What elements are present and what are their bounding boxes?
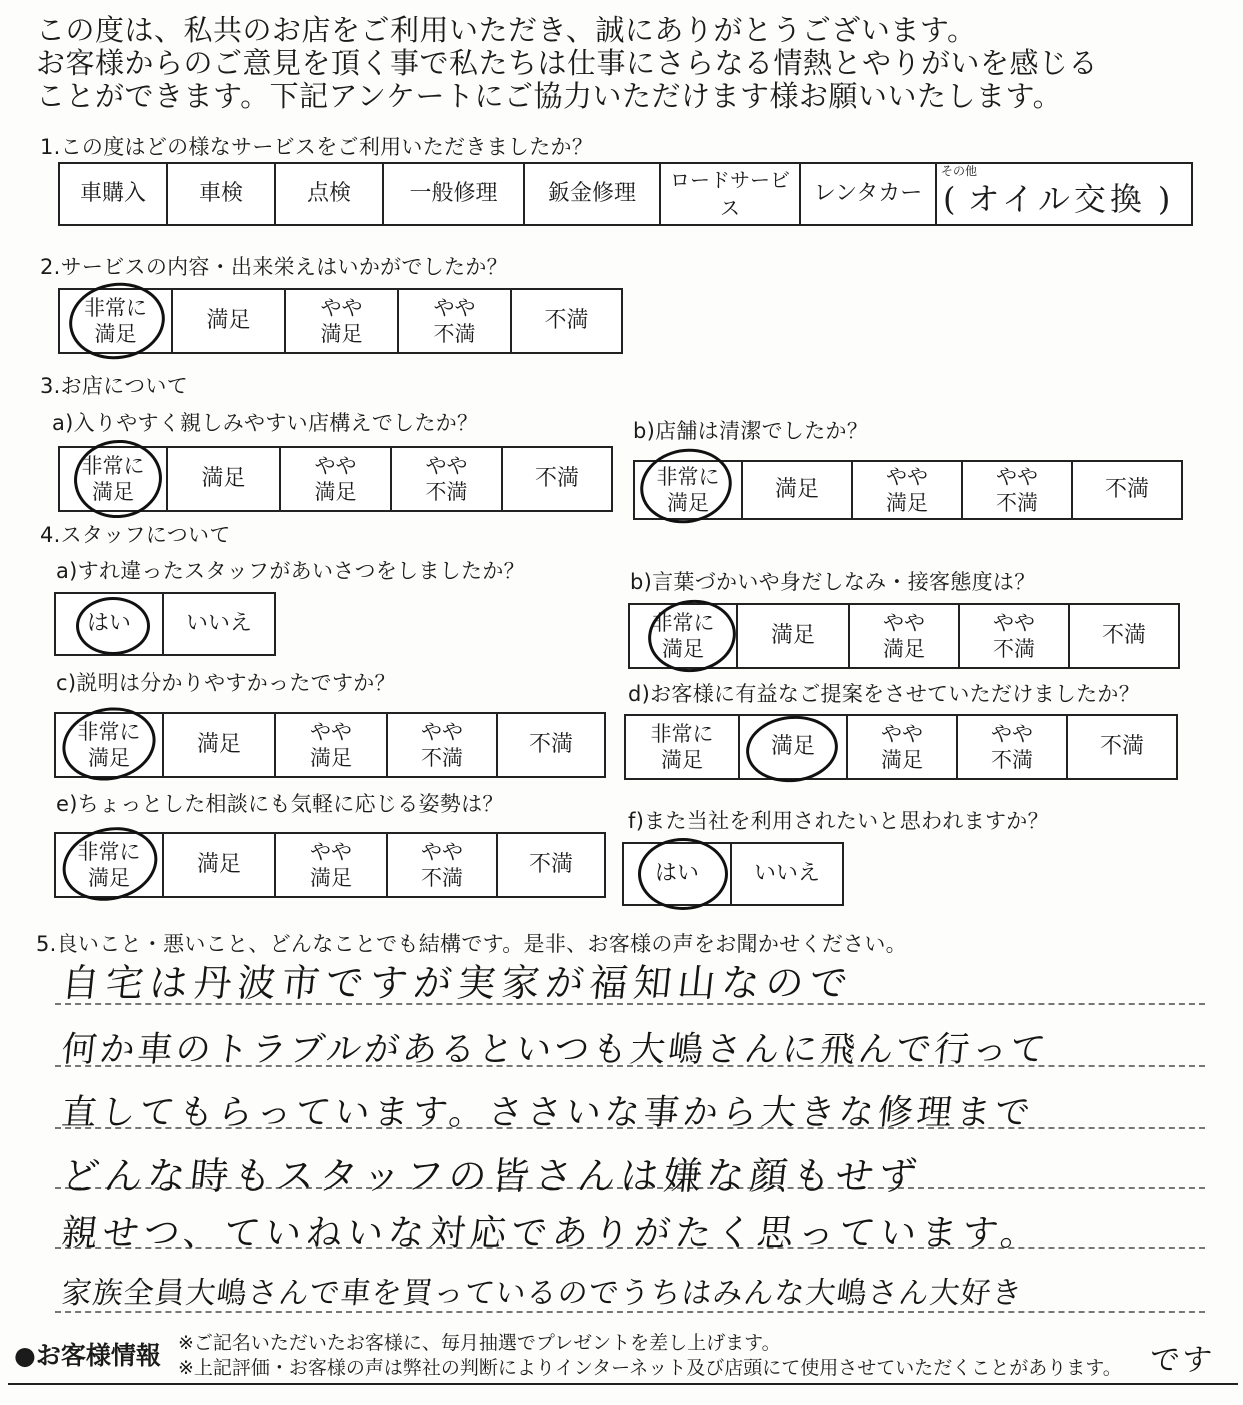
- q5-question: 5.良いこと・悪いこと、どんなことでも結構です。是非、お客様の声をお聞かせください。: [36, 932, 907, 956]
- q1-option[interactable]: レンタカー: [801, 164, 937, 224]
- handwritten-comment-line: 家族全員大嶋さんで車を買っているのでうちはみんな大嶋さん大好き: [59, 1276, 1025, 1311]
- q1-option[interactable]: 車購入: [60, 164, 168, 224]
- handwritten-comment-line: どんな時もスタッフの皆さんは嫌な顔もせず: [59, 1154, 924, 1198]
- q4c-option[interactable]: 非常に 満足: [56, 714, 164, 776]
- q4f-option[interactable]: いいえ: [753, 861, 820, 886]
- other-open-paren: (: [943, 180, 956, 218]
- q4e-question: e)ちょっとした相談にも気軽に応じる姿勢は？: [56, 792, 504, 816]
- q2-option[interactable]: 満足: [173, 290, 286, 352]
- q2-question: 2.サービスの内容・出来栄えはいかがでしたか？: [40, 255, 508, 279]
- footer-note-1: ※ご記名いただいたお客様に、毎月抽選でプレゼントを差し上げます。: [178, 1332, 781, 1354]
- q4b-option[interactable]: 非常に 満足: [630, 605, 738, 667]
- q3a-option[interactable]: 不満: [534, 466, 579, 491]
- handwritten-comment-line: 直してもらっています。ささいな事から大きな修理まで: [59, 1093, 1036, 1133]
- q4d-option[interactable]: 不満: [1099, 734, 1144, 759]
- q2-option[interactable]: 非常に 満足: [60, 290, 173, 352]
- q1-option-other[interactable]: [937, 164, 1191, 224]
- q4d-question: d)お客様に有益なご提案をさせていただけましたか？: [628, 682, 1141, 706]
- q4b-question: b)言葉づかいや身だしなみ・接客態度は？: [630, 570, 1036, 594]
- q4b-option[interactable]: 満足: [738, 605, 850, 667]
- q3b-option[interactable]: 満足: [743, 462, 853, 518]
- intro-line-2: お客様からのご意見を頂く事で私たちは仕事にさらなる情熱とやりがいを感じる: [36, 46, 1099, 80]
- q3-heading: 3.お店について: [40, 374, 189, 398]
- q3b-option[interactable]: やや 満足: [853, 462, 963, 518]
- q4d-option[interactable]: やや 不満: [958, 716, 1068, 778]
- q1-option[interactable]: 一般修理: [384, 164, 525, 224]
- q3b-option[interactable]: やや 不満: [963, 462, 1073, 518]
- handwritten-comment-line: 何か車のトラブルがあるといつも大嶋さんに飛んで行って: [59, 1030, 1051, 1070]
- q4c-option[interactable]: 満足: [164, 714, 276, 776]
- q3a-option[interactable]: やや 満足: [281, 448, 392, 510]
- q3b-options: [633, 460, 1183, 520]
- q4a-option[interactable]: はい: [56, 594, 164, 654]
- q4c-question: c)説明は分かりやすかったですか？: [56, 671, 396, 695]
- q4e-option[interactable]: やや 満足: [276, 834, 388, 896]
- customer-info-label: ●お客様情報: [14, 1341, 161, 1370]
- q4e-option[interactable]: 満足: [164, 834, 276, 896]
- q4c-option[interactable]: やや 不満: [388, 714, 498, 776]
- q4c-options: [54, 712, 606, 778]
- other-value[interactable]: オイル交換: [967, 180, 1146, 218]
- q4c-option[interactable]: やや 満足: [276, 714, 388, 776]
- q4a-option[interactable]: いいえ: [185, 611, 252, 636]
- q4e-option[interactable]: 不満: [528, 852, 573, 877]
- q3a-question: a)入りやすく親しみやすい店構えでしたか？: [52, 411, 479, 435]
- q4f-options: [622, 842, 844, 906]
- q4b-option[interactable]: やや 満足: [850, 605, 960, 667]
- q4e-options: [54, 832, 606, 898]
- q1-option[interactable]: 鈑金修理: [525, 164, 661, 224]
- q4d-option[interactable]: 満足: [740, 716, 848, 778]
- other-close-paren: ): [1157, 180, 1171, 218]
- q2-options: [58, 288, 623, 354]
- q1-option[interactable]: 車検: [168, 164, 276, 224]
- q3b-option[interactable]: 不満: [1104, 477, 1149, 502]
- q1-question: 1.この度はどの様なサービスをご利用いただきましたか？: [40, 135, 594, 159]
- q4f-option[interactable]: はい: [624, 844, 732, 904]
- q4-heading: 4.スタッフについて: [40, 523, 231, 547]
- q4b-option[interactable]: 不満: [1101, 623, 1146, 648]
- q3a-options: [58, 446, 613, 512]
- q3b-question: b)店舗は清潔でしたか？: [633, 419, 869, 443]
- intro-line-3: ことができます。下記アンケートにご協力いただけます様お願いいたします。: [36, 79, 1063, 113]
- customer-info-box: [8, 1383, 1238, 1405]
- intro-text: [36, 14, 1231, 113]
- q1-option[interactable]: ロードサービス: [661, 164, 801, 224]
- q4a-options: [54, 592, 276, 656]
- q2-option[interactable]: やや 満足: [286, 290, 399, 352]
- q3a-option[interactable]: 満足: [168, 448, 281, 510]
- q1-options: [58, 162, 1193, 226]
- q4d-option[interactable]: 非常に 満足: [626, 716, 740, 778]
- q4a-question: a)すれ違ったスタッフがあいさつをしましたか？: [56, 559, 525, 583]
- q4d-option[interactable]: やや 満足: [848, 716, 958, 778]
- handwritten-comment-line: 親せつ、ていねいな対応でありがたく思っています。: [59, 1213, 1044, 1254]
- q1-option[interactable]: 点検: [276, 164, 384, 224]
- q3a-option[interactable]: 非常に 満足: [60, 448, 168, 510]
- q2-option[interactable]: 不満: [544, 308, 589, 333]
- q4b-option[interactable]: やや 不満: [960, 605, 1070, 667]
- footer-note-2: ※上記評価・お客様の声は弊社の判断によりインターネット及び店頭にて使用させていただくことがあります。: [178, 1357, 1122, 1379]
- q4d-options: [624, 714, 1178, 780]
- handwritten-comment-line: 自宅は丹波市ですが実家が福知山なので: [59, 961, 856, 1005]
- handwritten-comment-line: です: [1147, 1343, 1216, 1378]
- other-label: その他: [941, 164, 978, 178]
- q4e-option[interactable]: やや 不満: [388, 834, 498, 896]
- q3a-option[interactable]: やや 不満: [392, 448, 503, 510]
- q4b-options: [628, 603, 1180, 669]
- q3b-option[interactable]: 非常に 満足: [635, 462, 743, 518]
- q4e-option[interactable]: 非常に 満足: [56, 834, 164, 896]
- intro-line-1: この度は、私共のお店をご利用いただき、誠にありがとうございます。: [36, 13, 977, 47]
- q4f-question: f)また当社を利用されたいと思われますか？: [628, 809, 1049, 833]
- q4c-option[interactable]: 不満: [528, 732, 573, 757]
- q2-option[interactable]: やや 不満: [399, 290, 512, 352]
